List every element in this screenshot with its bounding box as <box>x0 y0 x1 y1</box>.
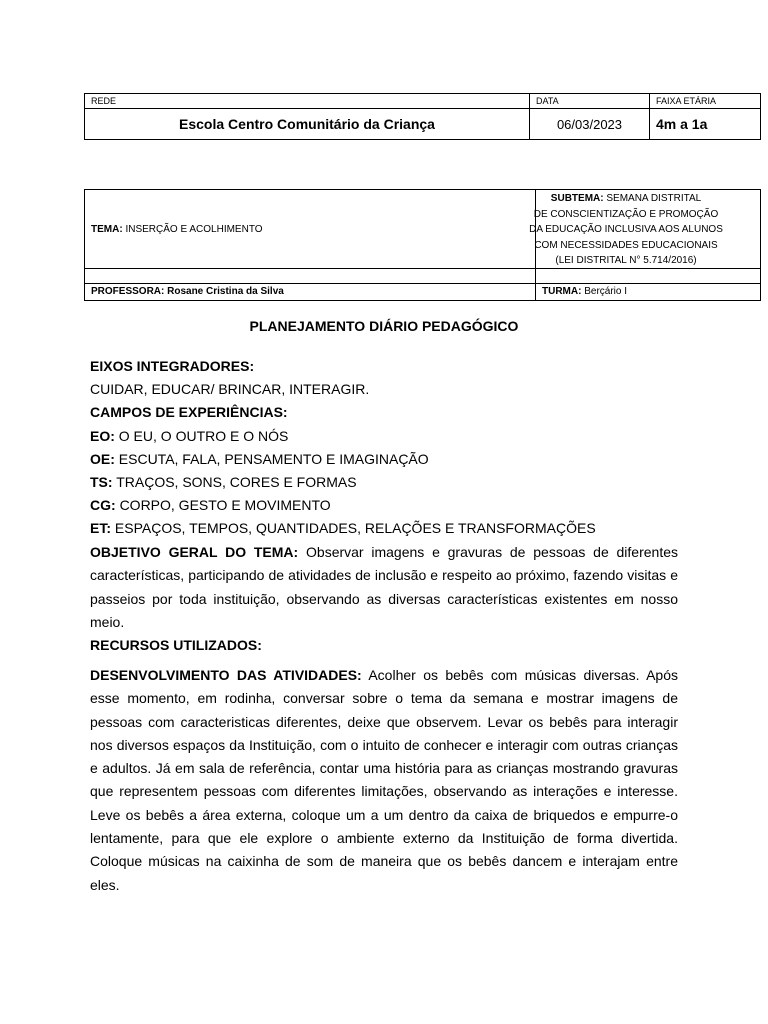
campo-eo <box>90 428 288 444</box>
theme-table <box>84 189 761 301</box>
cg-text: CORPO, GESTO E MOVIMENTO <box>119 497 331 513</box>
et-text: ESPAÇOS, TEMPOS, QUANTIDADES, RELAÇÕES E TRANSFORMAÇÕES <box>114 520 596 536</box>
empty-cell-left <box>85 269 536 284</box>
recursos-heading: RECURSOS UTILIZADOS: <box>90 637 262 653</box>
eixos-heading: EIXOS INTEGRADORES: <box>90 358 255 374</box>
campo-oe <box>90 451 429 467</box>
desenvolvimento-label: DESENVOLVIMENTO DAS ATIVIDADES: <box>90 667 362 683</box>
desenvolvimento-paragraph <box>90 664 721 897</box>
subtema-line5: (LEI DISTRITAL N° 5.714/2016) <box>555 255 697 266</box>
subtema-line1: SEMANA DISTRITAL <box>606 193 702 204</box>
school-name: Escola Centro Comunitário da Criança <box>85 109 530 140</box>
campo-et <box>90 520 596 536</box>
eo-text: O EU, O OUTRO E O NÓS <box>118 428 289 444</box>
tema-label: TEMA: <box>91 223 123 235</box>
header-table <box>84 93 761 140</box>
ts-label: TS: <box>90 474 113 490</box>
turma-label: TURMA: <box>542 286 582 297</box>
campo-ts <box>90 474 357 490</box>
eo-label: EO: <box>90 428 115 444</box>
subtema-line3: DA EDUCAÇÃO INCLUSIVA AOS ALUNOS <box>529 224 723 235</box>
cg-label: CG: <box>90 497 116 513</box>
subtema-cell <box>529 190 761 269</box>
objetivo-label: OBJETIVO GERAL DO TEMA: <box>90 544 299 560</box>
date-value: 06/03/2023 <box>530 109 650 140</box>
page-title: PLANEJAMENTO DIÁRIO PEDAGÓGICO <box>249 318 519 334</box>
objetivo-paragraph <box>90 541 678 634</box>
professora: PROFESSORA: Rosane Cristina da Silva <box>85 284 536 301</box>
et-label: ET: <box>90 520 111 536</box>
turma-value: Berçário I <box>584 286 628 297</box>
desenvolvimento-text: Acolher os bebês com músicas diversas. Após esse momento, em rodinha, conversar sobre o tema da semana e mostrar imagens de pessoas com caracteristicas diferentes, deixe que observem. Levar os bebês para interagir nos diversos espaços da Instituição, com o intuito de conhecer e interagir com outras crianças e adultos. Já em sala de referência, contar uma história para as crianças mostrando gravuras que representem pessoas com diferentes limitações, observando as interações e interesse. Leve os bebês a área externa, coloque um a um dentro da caixa de briquedos e empurre-o lentamente, para que ele explore o ambiente externo da Instituição de forma divertida. Coloque músicas na caixinha de som de maneira que os bebês dancem e interajam entre eles. <box>90 667 721 893</box>
age-range-value: 4m a 1a <box>650 109 761 140</box>
rede-label: REDE <box>85 94 530 109</box>
subtema-line4: COM NECESSIDADES EDUCACIONAIS <box>534 239 718 251</box>
subtema-label: SUBTEMA: <box>550 193 604 204</box>
faixa-etaria-label: FAIXA ETÁRIA <box>650 94 761 109</box>
subtema-text <box>496 191 756 269</box>
objetivo-text: Observar imagens e gravuras de pessoas de diferentes características, participando de atividades de inclusão e respeito ao próximo, fazendo visitas e passeios por toda instituição, observando as diversas características existentes em nosso meio. <box>90 544 679 630</box>
oe-text: ESCUTA, FALA, PENSAMENTO E IMAGINAÇÃO <box>118 451 429 467</box>
tema-value: INSERÇÃO E ACOLHIMENTO <box>125 223 263 235</box>
ts-text: TRAÇOS, SONS, CORES E FORMAS <box>116 474 357 490</box>
subtema-line2: DE CONSCIENTIZAÇÃO E PROMOÇÃO <box>533 208 719 220</box>
campo-cg <box>90 497 331 513</box>
oe-label: OE: <box>90 451 115 467</box>
empty-cell-right <box>536 269 761 284</box>
data-label: DATA <box>530 94 650 109</box>
tema-cell <box>85 190 536 269</box>
turma-cell <box>536 284 761 301</box>
eixos-text: CUIDAR, EDUCAR/ BRINCAR, INTERAGIR. <box>90 381 370 397</box>
campos-heading: CAMPOS DE EXPERIÊNCIAS: <box>90 404 288 420</box>
